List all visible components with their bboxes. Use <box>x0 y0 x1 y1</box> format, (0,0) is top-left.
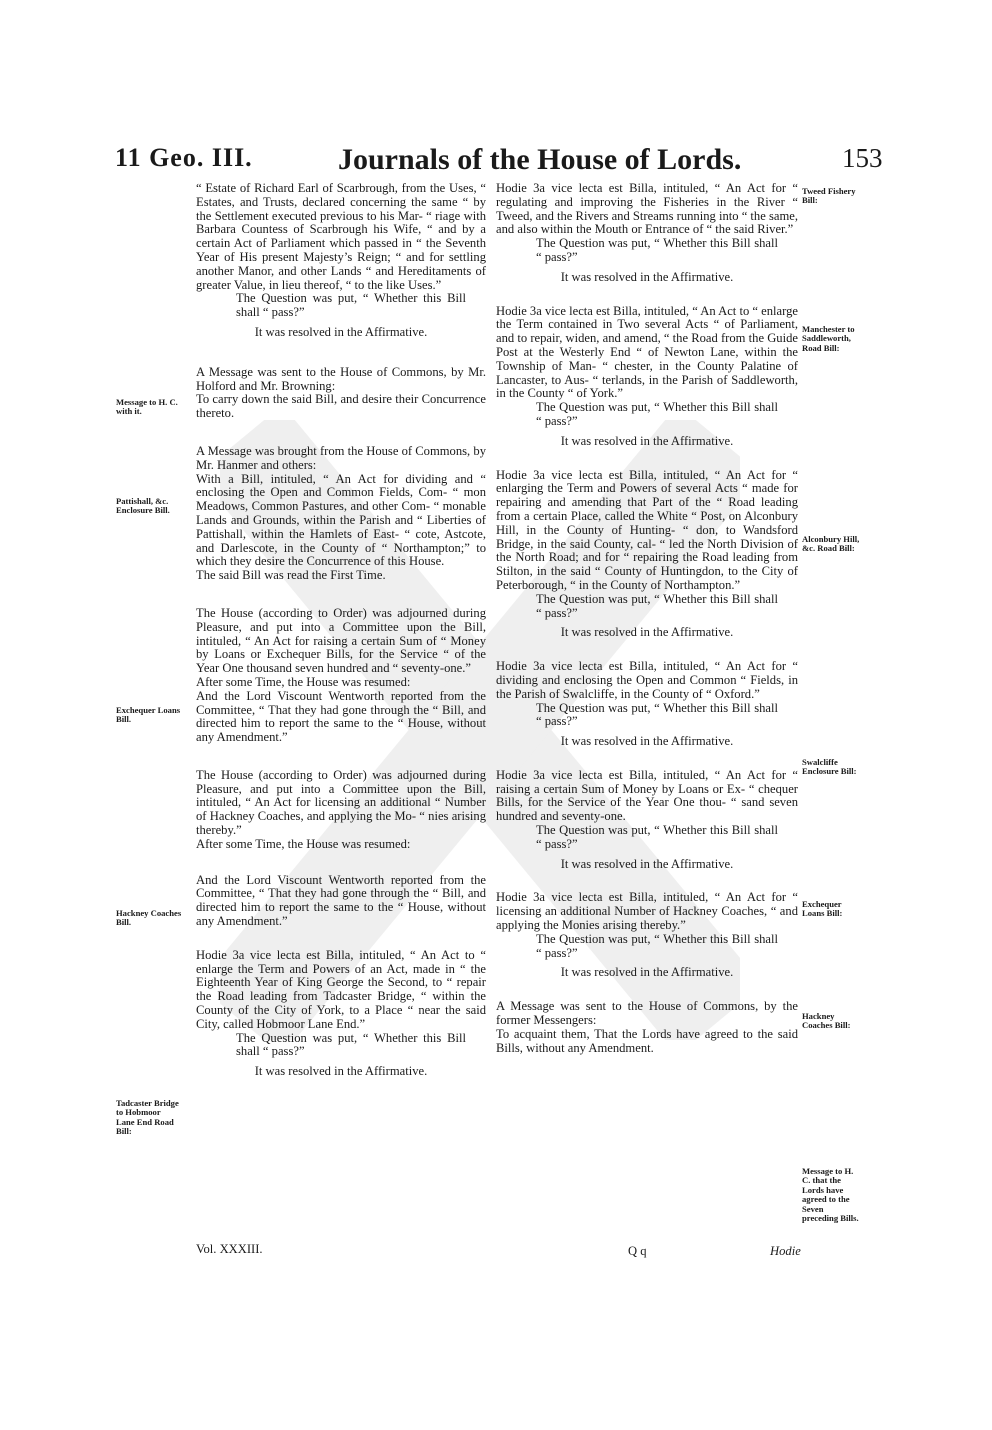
resolution-text: It was resolved in the Affirmative. <box>560 433 734 448</box>
question-text: The Question was put, “ Whether this Bill shall “ pass?” <box>536 931 778 960</box>
margin-note-tweed: Tweed Fishery Bill: <box>802 186 856 206</box>
margin-note-exchequer-right: Exchequer Loans Bill: <box>802 899 843 919</box>
right-column <box>496 182 798 1055</box>
paragraph: The said Bill was read the First Time. <box>196 568 386 583</box>
question-text: The Question was put, “ Whether this Bill shall “ pass?” <box>536 591 778 620</box>
resolution-text: It was resolved in the Affirmative. <box>560 625 734 640</box>
question-text: The Question was put, “ Whether this Bill shall “ pass?” <box>536 700 778 729</box>
paragraph: A Message was sent to the House of Commons, by Mr. Holford and Mr. Browning: <box>196 364 486 393</box>
margin-note-alconbury: Alconbury Hill, &c. Road Bill: <box>802 534 860 554</box>
paragraph: Hodie 3a vice lecta est Billa, intituled, “ An Act for “ raising a certain Sum of Money by Loans or Ex- “ chequer Bills, for the Service of the Year One thou- “ sand seven hundred and seventy-one. <box>496 767 798 824</box>
paragraph: To acquaint them, That the Lords have agreed to the said Bills, without any Amendment. <box>496 1026 798 1055</box>
paragraph: Hodie 3a vice lecta est Billa, intituled, “ An Act for “ licensing an additional Number of Hackney Coaches, “ and applying the Monies arising thereby.” <box>496 890 798 933</box>
page-number: 153 <box>842 143 883 173</box>
question-text: The Question was put, “ Whether this Bill shall “ pass?” <box>236 1030 466 1059</box>
resolution-text: It was resolved in the Affirmative. <box>254 1064 428 1079</box>
margin-note-hackney-right: Hackney Coaches Bill: <box>802 1011 851 1031</box>
question-text: The Question was put, “ Whether this Bill shall “ pass?” <box>236 291 466 320</box>
resolution-text: It was resolved in the Affirmative. <box>560 856 734 871</box>
margin-note-message-right: Message to H. C. that the Lords have agreed to the Seven preceding Bills. <box>802 1166 859 1224</box>
paragraph: And the Lord Viscount Wentworth reported from the Committee, “ That they had gone through the “ Bill, and directed him to report the same to the “ House, without any Amendment.” <box>196 688 486 745</box>
paragraph: To carry down the said Bill, and desire their Concurrence thereto. <box>196 392 486 421</box>
catchword: Hodie <box>770 1244 801 1258</box>
volume-number: Vol. XXXIII. <box>196 1242 263 1256</box>
paragraph: Hodie 3a vice lecta est Billa, intituled, “ An Act for “ dividing and enclosing the Open and Common “ Fields, in the Parish of Swalcliffe, in the County of “ Oxford.” <box>496 659 798 701</box>
paragraph: The House (according to Order) was adjourned during Pleasure, and put into a Committee upon the Bill, intituled, “ An Act for licensing an additional “ Number of Hackney Coaches, and applying the Mo- “ nies arising thereby.” <box>196 767 486 838</box>
margin-note-pattishall: Pattishall, &c. Enclosure Bill. <box>116 496 170 516</box>
question-text: The Question was put, “ Whether this Bill shall “ pass?” <box>536 400 778 428</box>
question-text: The Question was put, “ Whether this Bill shall “ pass?” <box>536 236 778 264</box>
margin-note-hackney: Hackney Coaches Bill. <box>116 908 182 928</box>
signature-mark: Q q <box>628 1244 647 1258</box>
paragraph: The House (according to Order) was adjourned during Pleasure, and put into a Committee upon the Bill, intituled, “ An Act for raising a certain Sum of “ Money by Loans or Exchequer Bills, for the Service “ of the Year One thousand seven hundred and “ seventy-one.” <box>196 605 486 676</box>
paragraph: A Message was brought from the House of Commons, by Mr. Hanmer and others: <box>196 443 486 472</box>
paragraph: With a Bill, intituled, “ An Act for dividing and “ enclosing the Open and Common Fields, Com- “ mon Meadows, Common Pastures, and other Com- “ monable Lands and Grounds, within the Parish and “ Liberties of Pattishall, within the Hamlets of East- “ cote, Astcote, and Darlescote, in the County of “ Northampton;” to which they desire the Concurrence of this House. <box>196 471 486 569</box>
resolution-text: It was resolved in the Affirmative. <box>560 965 734 980</box>
paragraph: Hodie 3a vice lecta est Billa, intituled, “ An Act to “ enlarge the Term contained in Two several Acts “ of Parliament, and to repair, widen, and amend, “ the Road from the Guide Post at the Westerly End “ of Newton Lane, within the Township of Man- “ chester, in the County Palatine of Lancaster, to Aus- “ terlands, in the Parish of Saddleworth, in the County “ of York.” <box>496 303 798 401</box>
paragraph: And the Lord Viscount Wentworth reported from the Committee, “ That they had gone through the “ Bill, and directed him to report the same to the “ House, without any Amendment.” <box>196 872 486 929</box>
question-text: The Question was put, “ Whether this Bill shall “ pass?” <box>536 823 778 851</box>
margin-note-manchester: Manchester to Saddleworth, Road Bill: <box>802 324 855 353</box>
margin-note-message: Message to H. C. with it. <box>116 397 178 417</box>
paragraph: Hodie 3a vice lecta est Billa, intituled, “ An Act for “ enlarging the Term and Powers of several Acts “ made for repairing and amending that Part of the “ Road leading from a certain Place, called the White “ Post, on Alconbury Hill, in the County of Hunting- “ don, to Wandsford Bridge, in the said County, cal- “ led the North Division of the North Road; and for “ repairing the Road leading from Stilton, in the said “ County of Huntingdon, to the City of Peterborough, “ in the County of Northampton.” <box>496 467 798 592</box>
resolution-text: It was resolved in the Affirmative. <box>560 269 734 284</box>
paragraph: Hodie 3a vice lecta est Billa, intituled, “ An Act to “ enlarge the Term and Powers of an Act, made in “ the Eighteenth Year of King George the Second, to “ repair the Road leading from Tadcaster Bridge, “ within the County of the City of York, to a Place “ near the said City, called Hobmoor Lane End.” <box>196 947 486 1031</box>
paragraph: Hodie 3a vice lecta est Billa, intituled, “ An Act for “ regulating and improving the Fisheries in the River “ Tweed, and the Rivers and Streams running into “ the same, and also within the Mouth or Entrance of “ the said River.” <box>496 181 798 237</box>
margin-note-exchequer: Exchequer Loans Bill. <box>116 705 181 725</box>
paragraph: After some Time, the House was resumed: <box>196 836 411 851</box>
header-title: Journals of the House of Lords. <box>338 143 742 176</box>
resolution-text: It was resolved in the Affirmative. <box>560 734 734 749</box>
paragraph: A Message was sent to the House of Commons, by the former Messengers: <box>496 999 798 1028</box>
margin-note-tadcaster: Tadcaster Bridge to Hobmoor Lane End Road Bill: <box>116 1098 179 1137</box>
margin-note-swalcliffe: Swalcliffe Enclosure Bill: <box>802 757 857 777</box>
left-column <box>196 182 486 1079</box>
paragraph: After some Time, the House was resumed: <box>196 674 411 689</box>
paragraph: “ Estate of Richard Earl of Scarbrough, from the Uses, “ Estates, and Trusts, declared concerning the same “ by the Settlement executed previous to his Mar- “ riage with Barbara Countess of Scarbrough his Wife, “ and by a certain Act of Parliament which passed in “ the Seventh Year of His present Majesty’s Reign; “ and for settling another Manor, and other Lands “ and Hereditaments of greater Value, in lieu thereof, “ to the like Uses.” <box>196 181 486 292</box>
resolution-text: It was resolved in the Affirmative. <box>254 324 428 339</box>
header-regnal-year: 11 Geo. III. <box>115 143 253 172</box>
